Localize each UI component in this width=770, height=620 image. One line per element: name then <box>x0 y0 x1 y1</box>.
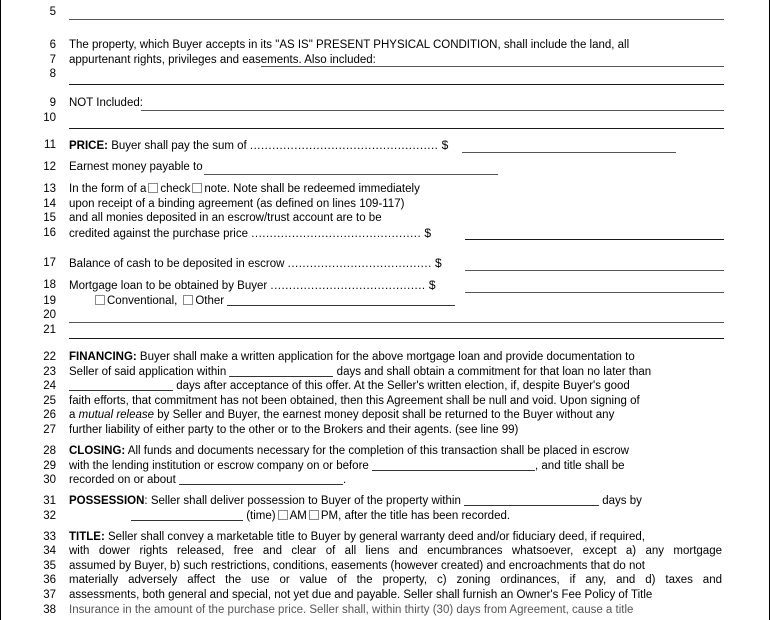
line23-pre: Seller of said application within <box>69 365 227 378</box>
commitment-days-field[interactable] <box>69 379 173 391</box>
line-number: 6 <box>49 39 56 51</box>
line-text: The property, which Buyer accepts in its "AS IS" PRESENT PHYSICAL CONDITION, shall include the land, all <box>69 39 630 51</box>
line-text: and all monies deposited in an escrow/trust account are to be <box>69 212 382 225</box>
dollar-sign: $ <box>428 278 436 292</box>
recording-date-field[interactable] <box>179 473 343 485</box>
line-text: NOT Included: <box>69 97 143 109</box>
line-number: 20 <box>43 309 56 322</box>
fill-in-rule[interactable] <box>69 128 724 129</box>
line-number: 16 <box>43 226 56 239</box>
line-number: 17 <box>43 257 56 269</box>
line-number: 11 <box>44 139 56 151</box>
line-text: faith efforts, that commitment has not been obtained, then this Agreement shall be null and void. Upon signing of <box>69 394 640 407</box>
document-line-8 <box>1 67 769 82</box>
section-label-price: PRICE: <box>69 140 108 152</box>
document-line-15 <box>1 211 769 226</box>
line24-text: days after acceptance of this offer. At the Seller's written election, if, despite Buyer's good <box>176 380 630 393</box>
line-text <box>69 530 722 545</box>
line-number: 33 <box>43 530 56 543</box>
line-number: 5 <box>49 6 56 18</box>
line-text: with dower rights released, free and clear of all liens and encumbrances whatsoever, except a) any mortgage <box>69 545 722 558</box>
document-line-6 <box>1 38 769 53</box>
line-number: 27 <box>43 424 56 436</box>
document-line-34 <box>1 544 769 559</box>
line-text <box>69 350 722 365</box>
document-line-29 <box>1 459 769 474</box>
line-number: 18 <box>43 279 56 291</box>
line13-post: note. Note shall be redeemed immediately <box>204 183 420 195</box>
line23-post: days and shall obtain a commitment for that loan no later than <box>336 365 652 378</box>
line-number: 9 <box>49 97 56 109</box>
line-number: 7 <box>49 53 56 66</box>
line31-post: days by <box>602 495 642 507</box>
line29-pre: with the lending institution or escrow company on or before <box>69 459 369 472</box>
line-number: 35 <box>43 559 56 572</box>
price-text: Buyer shall pay the sum of <box>111 140 247 152</box>
document-line-14 <box>1 197 769 212</box>
line-number: 25 <box>43 394 56 407</box>
line29-post: , and title shall be <box>535 459 625 472</box>
line-number: 21 <box>43 323 56 336</box>
leader-dots: .......................................... <box>270 280 426 292</box>
document-line-23 <box>1 365 769 380</box>
line-text <box>93 294 769 309</box>
document-line-30 <box>1 473 769 488</box>
document-line-22 <box>1 350 769 365</box>
line-text: upon receipt of a binding agreement (as defined on lines 109-117) <box>69 197 405 210</box>
line26-post: by Seller and Buyer, the earnest money deposit shall be returned to the Buyer without any <box>157 409 615 422</box>
document-line-25 <box>1 394 769 409</box>
line17-text: Balance of cash to be deposited in escrow <box>69 258 285 270</box>
mortgage-loan-amount-field[interactable] <box>465 292 724 293</box>
line-number: 19 <box>43 294 56 307</box>
line-number: 24 <box>43 380 56 393</box>
leader-dots: .............................................. <box>251 227 422 240</box>
emphasis-mutual-release: mutual release <box>78 409 155 422</box>
document-line-32 <box>1 509 769 524</box>
section-label-title: TITLE: <box>69 530 105 543</box>
line30-post: . <box>342 474 347 487</box>
line-text <box>69 408 722 423</box>
line-text: assessments, both general and special, not yet due and payable. Seller shall furnish an Owner's Fee Policy of Title <box>69 588 653 601</box>
line-text: appurtenant rights, privileges and easements. Also included: <box>69 53 376 66</box>
checkbox-note[interactable] <box>192 183 202 193</box>
line-number: 22 <box>43 351 56 363</box>
document-line-20 <box>1 308 769 323</box>
line-text: Earnest money payable to <box>69 161 203 173</box>
line-number: 29 <box>43 459 56 472</box>
line-number: 38 <box>43 603 56 616</box>
line16-text: credited against the purchase price <box>69 227 248 240</box>
line30-pre: recorded on or about <box>69 474 176 487</box>
document-line-28 <box>1 444 769 459</box>
fill-in-rule[interactable] <box>69 338 724 339</box>
time-label: (time) <box>246 509 276 522</box>
line-text: further liability of either party to the other or to the Brokers and their agents. (see line 99) <box>69 424 519 436</box>
line-number: 26 <box>43 409 56 422</box>
line-number: 31 <box>43 495 56 507</box>
document-line-13 <box>1 182 769 197</box>
line18-text: Mortgage loan to be obtained by Buyer <box>69 280 268 292</box>
label-other: Other <box>195 294 225 307</box>
financing-text: Buyer shall make a written application for the above mortgage loan and provide documentation to <box>139 351 635 363</box>
line-number: 12 <box>43 161 56 173</box>
application-days-field[interactable] <box>229 365 333 377</box>
line-text: materially adversely affect the use or value of the property, c) zoning ordinances, if any, and d) taxes and <box>69 574 722 587</box>
line-text <box>69 459 769 474</box>
document-line-35 <box>1 559 769 574</box>
document-line-37 <box>1 588 769 603</box>
line-text: assumed by Buyer, b) such restrictions, conditions, easements (however created) and encroachments that do not <box>69 559 645 572</box>
checkbox-conventional[interactable] <box>95 295 105 305</box>
line13-pre: In the form of a <box>69 183 147 195</box>
document-line-12 <box>1 160 769 175</box>
document-line-19 <box>1 294 769 309</box>
document-line-26 <box>1 408 769 423</box>
line-number: 10 <box>43 111 56 124</box>
line-number: 23 <box>43 365 56 378</box>
dollar-sign: $ <box>434 256 442 270</box>
line-number: 32 <box>43 509 56 522</box>
label-am: AM <box>289 509 307 522</box>
fill-in-rule[interactable] <box>69 19 724 20</box>
document-line-38 <box>1 603 769 620</box>
document-line-31 <box>1 494 769 509</box>
earnest-money-payee-field[interactable] <box>204 174 498 175</box>
checkbox-pm[interactable] <box>309 510 319 520</box>
document-line-36 <box>1 573 769 588</box>
line-text: Insurance in the amount of the purchase price. Seller shall, within thirty (30) days from Agreement, cause a title <box>69 603 634 616</box>
line-number: 34 <box>43 545 56 558</box>
dollar-sign: $ <box>441 138 449 152</box>
line-text <box>131 509 769 524</box>
title-text: Seller shall convey a marketable title to Buyer by general warranty deed and/or fiduciary deed, if required, <box>107 530 645 543</box>
checkbox-check[interactable] <box>148 183 158 193</box>
document-line-11 <box>1 138 769 153</box>
section-label-possession: POSSESSION <box>69 495 145 507</box>
document-line-10 <box>1 111 769 126</box>
line-number: 14 <box>43 197 56 210</box>
possession-text: Seller shall deliver possession to Buyer of the property within <box>150 495 461 507</box>
checkbox-other[interactable] <box>183 295 193 305</box>
line-number: 37 <box>43 588 56 601</box>
document-line-21 <box>1 323 769 338</box>
line-text <box>69 473 769 488</box>
document-line-24 <box>1 379 769 394</box>
document-line-17 <box>1 256 769 271</box>
document-line-33 <box>1 530 769 545</box>
line-number: 30 <box>43 474 56 487</box>
line-number: 13 <box>43 183 56 195</box>
document-line-9 <box>1 96 769 111</box>
line-text <box>69 444 722 459</box>
line-text <box>69 365 769 380</box>
section-label-closing: CLOSING: <box>69 445 126 457</box>
closing-date-field[interactable] <box>372 459 535 471</box>
line-number: 8 <box>49 68 56 81</box>
line-text <box>69 494 769 509</box>
checkbox-am[interactable] <box>278 510 288 520</box>
dollar-sign: $ <box>424 225 432 240</box>
line-number: 36 <box>43 574 56 587</box>
line-number: 15 <box>43 212 56 225</box>
label-pm: PM, after the title has been recorded. <box>320 509 511 522</box>
price-amount-field[interactable] <box>462 152 676 153</box>
balance-cash-amount-field[interactable] <box>465 270 724 271</box>
leader-dots: ....................................... <box>287 258 432 270</box>
label-conventional: Conventional, <box>107 294 178 307</box>
line-number: 28 <box>43 445 56 457</box>
document-line-5 <box>1 5 769 20</box>
leader-dots: ................................................... <box>249 140 439 152</box>
line26-pre: a <box>69 409 76 422</box>
line-text <box>69 182 769 197</box>
possession-time-field[interactable] <box>131 509 243 521</box>
document-line-27 <box>1 423 769 438</box>
earnest-money-amount-field[interactable] <box>465 239 724 240</box>
section-label-financing: FINANCING: <box>69 351 137 363</box>
line-text <box>69 379 769 394</box>
possession-colon: : <box>144 495 148 507</box>
document-line-18 <box>1 278 769 293</box>
possession-days-field[interactable] <box>464 494 599 506</box>
document-line-7 <box>1 53 769 68</box>
line13-check-label: check <box>160 183 191 195</box>
closing-text: All funds and documents necessary for the completion of this transaction shall be placed in escrow <box>127 445 629 457</box>
other-loan-type-field[interactable] <box>227 294 455 306</box>
fill-in-rule[interactable] <box>69 84 724 85</box>
